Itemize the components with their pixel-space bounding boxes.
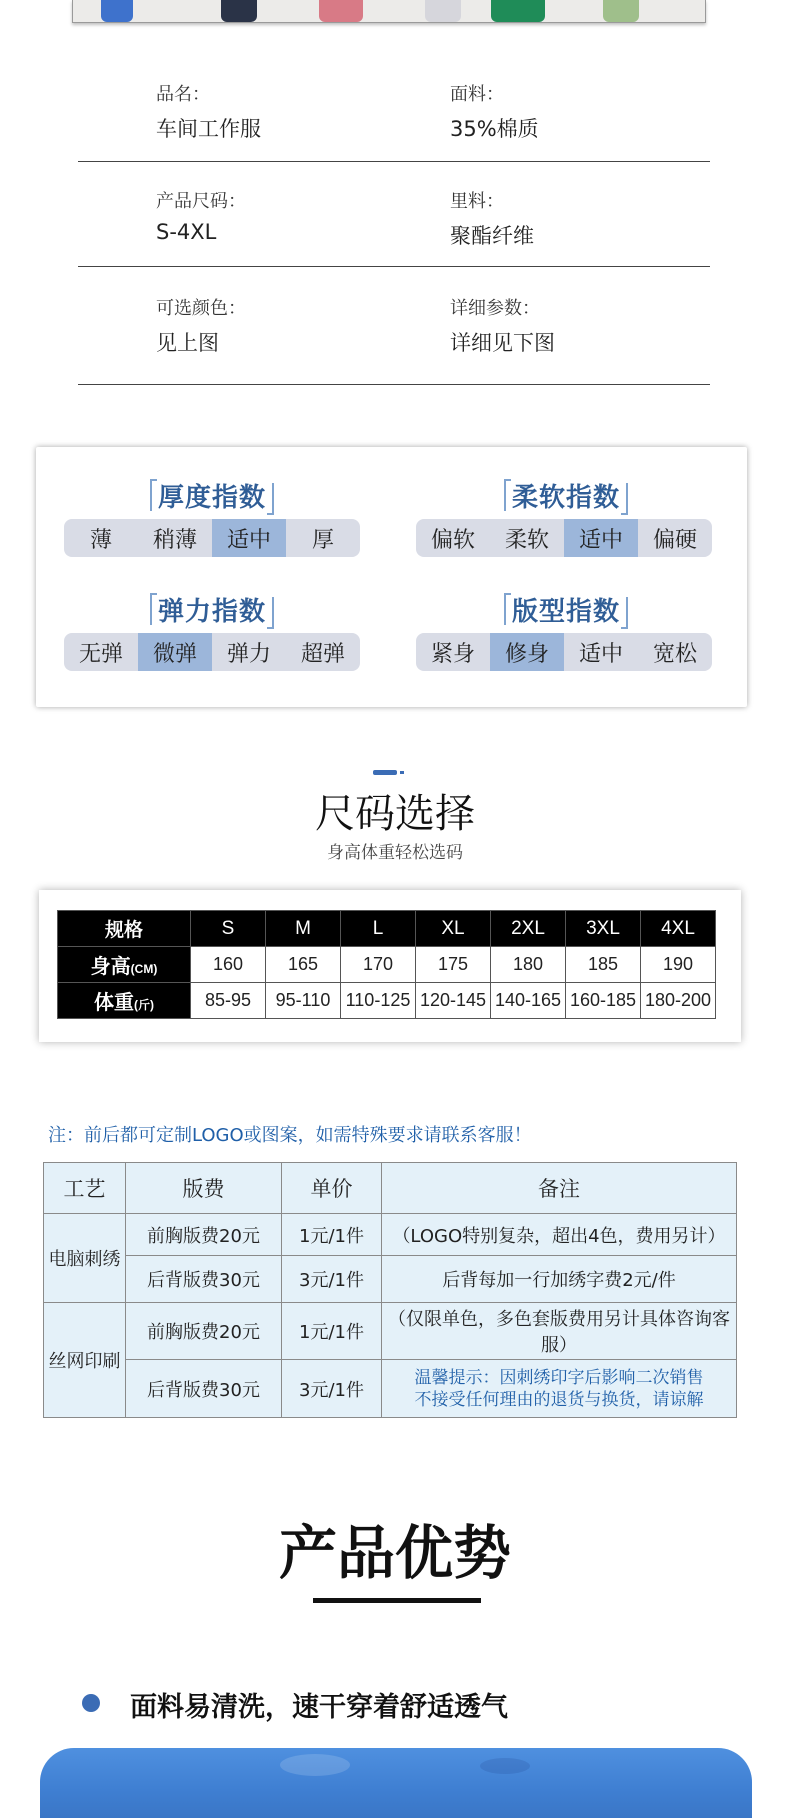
advantage-item: 面料易清洗，速干穿着舒适透气 [130,1692,508,1723]
weight-cell: 95-110 [266,983,341,1019]
height-cell: 160 [191,947,266,983]
spec-label-fabric: 面料： [450,84,504,105]
index-title-softness: 柔软指数 [512,477,620,514]
size-cell: M [266,911,341,947]
size-cell: L [341,911,416,947]
divider [78,266,710,267]
index-option: 弹力 [226,641,271,667]
index-option: 柔软 [504,527,549,553]
height-cell: 175 [416,947,491,983]
craft-price: 3元/1件 [282,1360,382,1418]
customization-note: 注：前后都可定制LOGO或图案，如需特殊要求请联系客服！ [48,1125,532,1146]
index-bar-fit [416,633,712,671]
size-cell: XL [416,911,491,947]
weight-cell: 110-125 [341,983,416,1019]
craft-header: 工艺 [44,1163,126,1214]
index-option: 适中 [578,641,623,667]
craft-price: 1元/1件 [282,1303,382,1360]
index-bar-elasticity [64,633,360,671]
index-option: 偏硬 [652,527,697,553]
craft-remark: （LOGO特别复杂，超出4色，费用另计） [382,1214,737,1256]
legs-blue [101,0,133,22]
craft-price: 3元/1件 [282,1256,382,1303]
craft-header-row [44,1163,737,1214]
index-option: 宽松 [652,641,697,667]
craft-fee: 前胸版费20元 [126,1303,282,1360]
decor-dash [400,771,404,774]
index-option: 紧身 [430,641,475,667]
craft-fee: 后背版费30元 [126,1256,282,1303]
height-cell: 180 [491,947,566,983]
size-table [57,910,716,1019]
advantages-title: 产品优势 [278,1519,511,1587]
legs-navy [221,0,257,22]
craft-row [44,1256,737,1303]
craft-fee: 后背版费30元 [126,1360,282,1418]
size-subtitle: 身高体重轻松选码 [327,843,463,863]
warning-line: 不接受任何理由的退货与换货，请谅解 [414,1389,704,1410]
spec-label-size: 产品尺码： [156,191,246,212]
weight-cell: 140-165 [491,983,566,1019]
weight-label-cell [58,983,191,1019]
product-photo [72,0,706,23]
spec-label-name: 品名： [156,84,210,105]
size-row-height [58,947,716,983]
spec-value-name: 车间工作服 [156,117,261,141]
height-unit: (CM) [130,962,158,976]
index-option-selected: 微弹 [138,633,212,671]
craft-header: 版费 [126,1163,282,1214]
divider [78,161,710,162]
craft-header: 单价 [282,1163,382,1214]
size-row-weight [58,983,716,1019]
index-option-selected: 适中 [564,519,638,557]
spec-value-fabric: 35%棉质 [450,117,539,141]
index-panel [36,447,747,707]
weight-cell: 120-145 [416,983,491,1019]
index-title-fit: 版型指数 [512,591,620,628]
weight-label: 体重 [94,992,134,1014]
weight-cell: 85-95 [191,983,266,1019]
craft-header: 备注 [382,1163,737,1214]
height-cell: 170 [341,947,416,983]
divider [78,384,710,385]
spec-value-lining: 聚酯纤维 [450,224,534,248]
height-label-cell [58,947,191,983]
index-option: 厚 [311,527,334,553]
index-bar-softness [416,519,712,557]
craft-remark-warning [382,1360,737,1418]
size-row-header [58,911,716,947]
spec-value-color: 见上图 [156,331,219,355]
warning-line: 温馨提示：因刺绣印字后影响二次销售 [414,1367,704,1388]
legs-light-green [603,0,639,22]
craft-remark: 后背每加一行加绣字费2元/件 [382,1256,737,1303]
height-cell: 185 [566,947,641,983]
height-cell: 190 [641,947,716,983]
craft-price: 1元/1件 [282,1214,382,1256]
bullet-dot-icon [82,1694,100,1712]
spec-value-size: S-4XL [156,220,217,244]
spec-label-lining: 里料： [450,191,504,212]
spec-value-params: 详细见下图 [450,331,555,355]
craft-remark: （仅限单色，多色套版费用另计具体咨询客服） [382,1303,737,1360]
spec-label-params: 详细参数： [450,298,540,319]
size-header-label: 规格 [58,911,191,947]
craft-row [44,1360,737,1418]
title-underline [313,1598,481,1603]
fabric-shadow [480,1758,530,1774]
size-cell: 2XL [491,911,566,947]
legs-green [491,0,545,22]
craft-fee: 前胸版费20元 [126,1214,282,1256]
index-option: 薄 [89,527,112,553]
craft-table [43,1162,737,1418]
spec-label-color: 可选颜色： [156,298,246,319]
fabric-highlight [280,1754,350,1776]
size-cell: 4XL [641,911,716,947]
fabric-photo [40,1748,752,1818]
index-title-thickness: 厚度指数 [158,477,266,514]
weight-cell: 160-185 [566,983,641,1019]
size-cell: 3XL [566,911,641,947]
height-cell: 165 [266,947,341,983]
size-chart-card [39,890,741,1042]
index-option: 偏软 [430,527,475,553]
height-label: 身高 [90,956,131,978]
decor-dash [373,770,397,775]
index-title-elasticity: 弹力指数 [158,591,266,628]
craft-row [44,1303,737,1360]
index-bar-thickness [64,519,360,557]
size-cell: S [191,911,266,947]
weight-cell: 180-200 [641,983,716,1019]
craft-row [44,1214,737,1256]
size-title: 尺码选择 [315,791,475,837]
index-option: 超弹 [300,641,345,667]
legs-pink [319,0,363,22]
index-option-selected: 修身 [490,633,564,671]
weight-unit: (斤) [134,998,154,1012]
index-option: 稍薄 [152,527,197,553]
legs-white [425,0,461,22]
craft-group-screen-print: 丝网印刷 [44,1303,126,1418]
index-option-selected: 适中 [212,519,286,557]
craft-group-embroidery: 电脑刺绣 [44,1214,126,1303]
index-option: 无弹 [78,641,123,667]
